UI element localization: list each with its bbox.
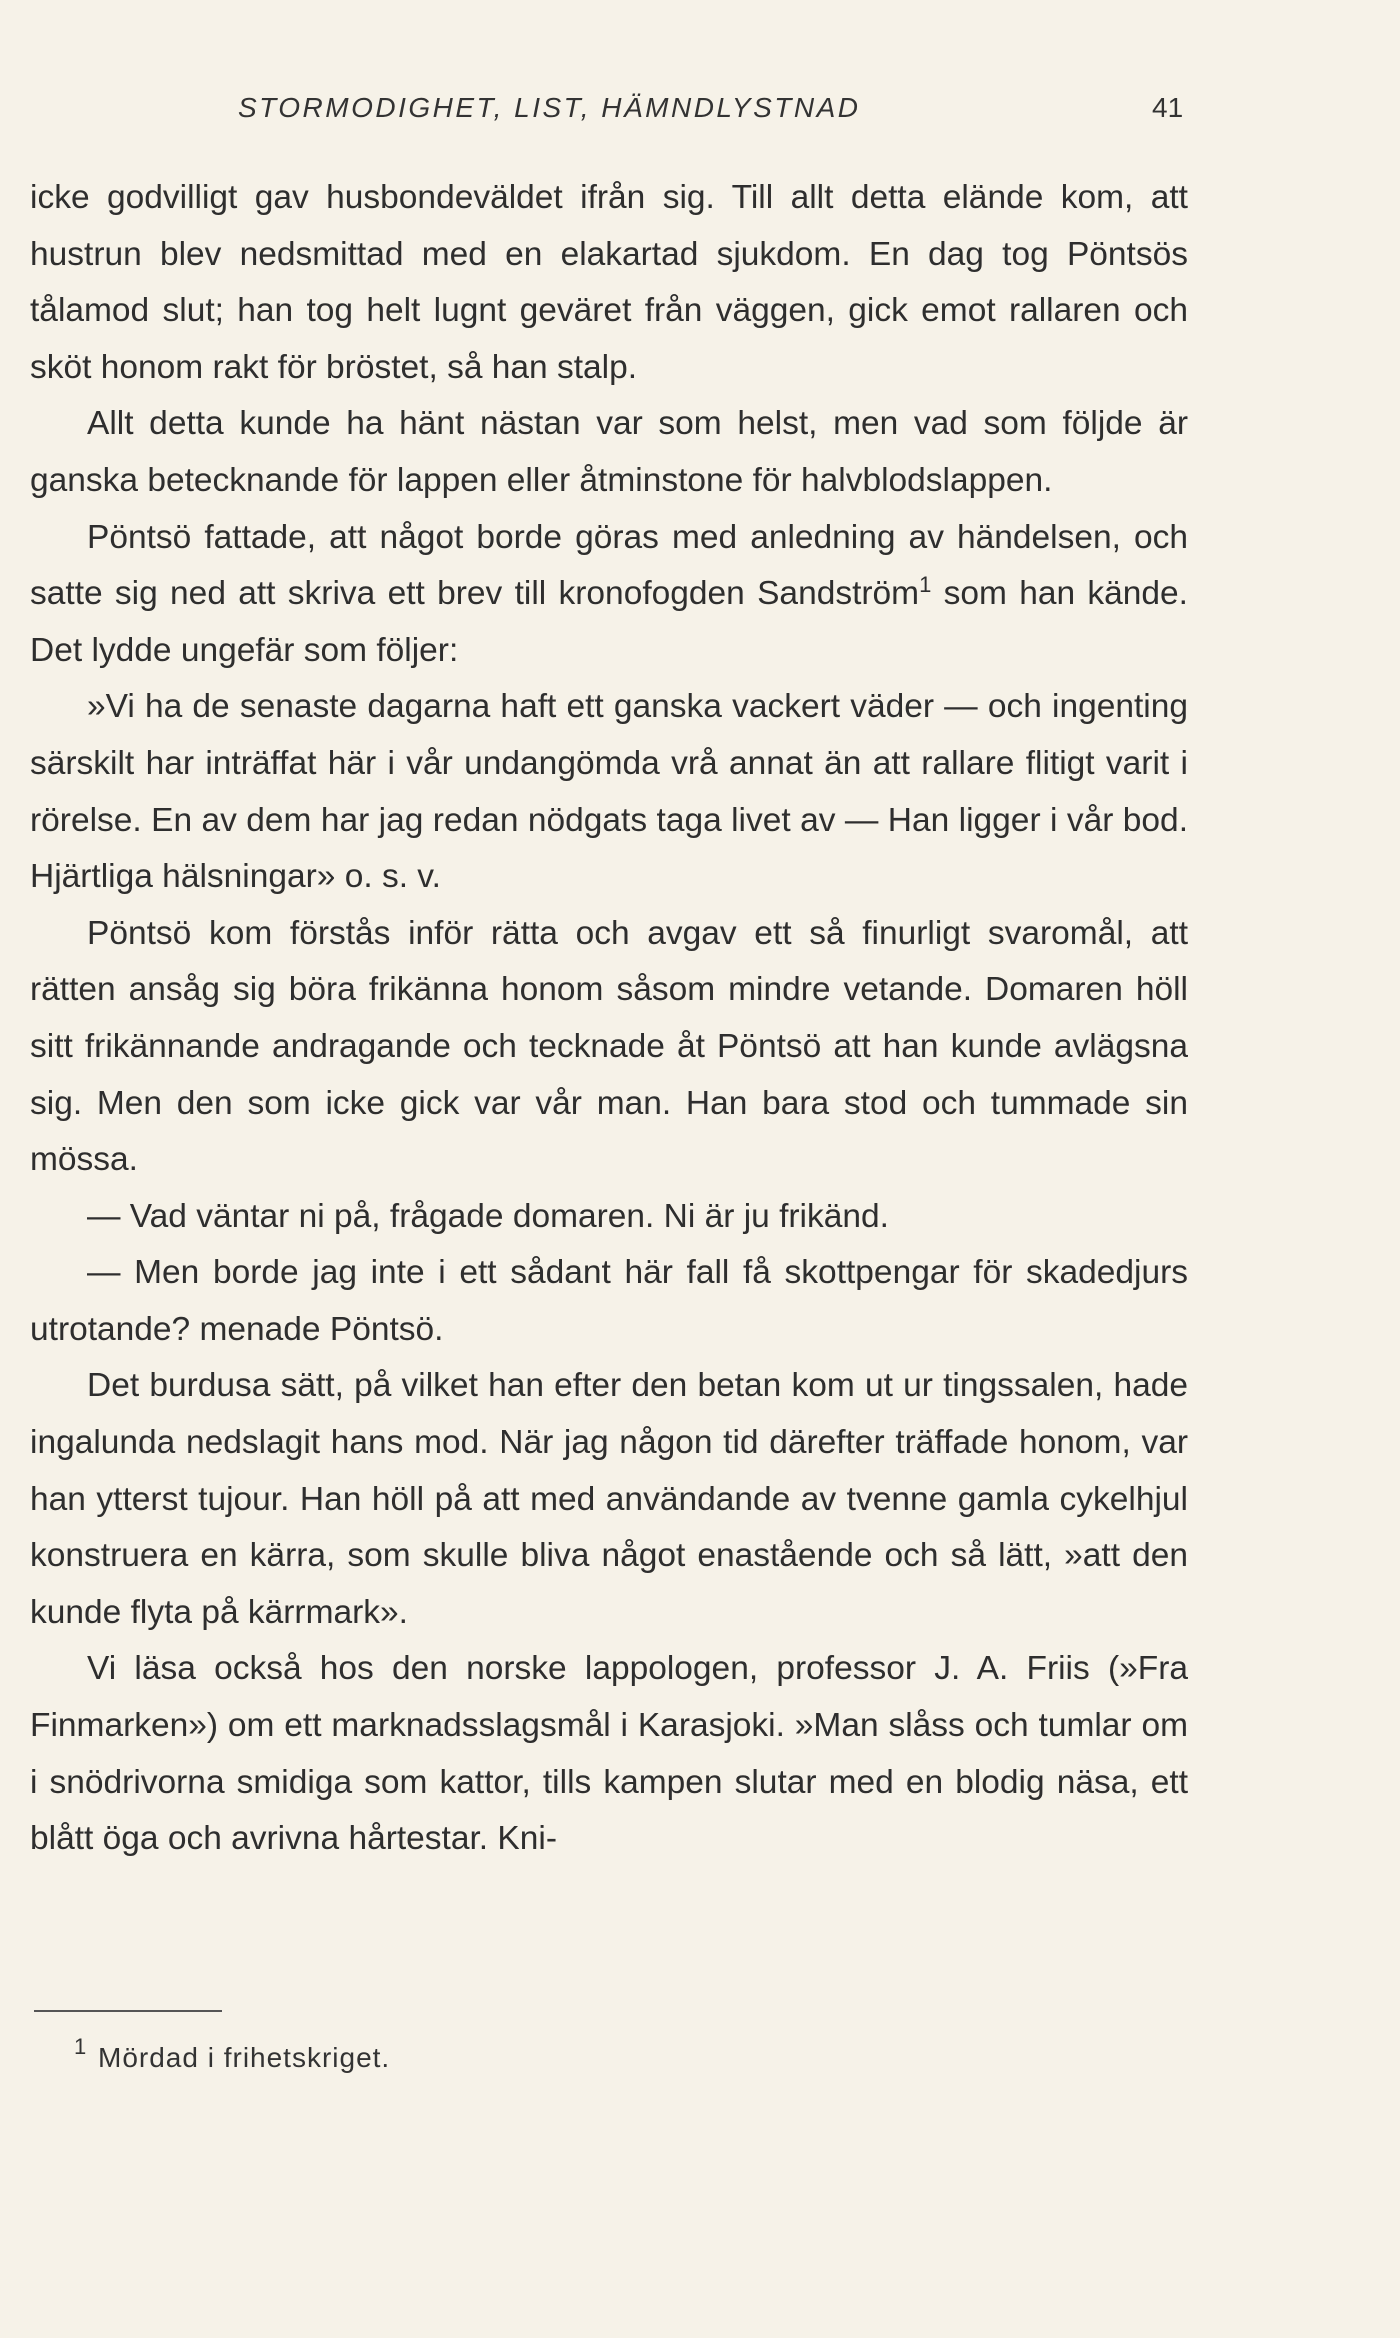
- running-title: STORMODIGHET, LIST, HÄMNDLYSTNAD: [238, 92, 861, 123]
- paragraph-text: icke godvilligt gav husbondeväldet ifrån sig. Till allt detta elände kom, att hustrun blev nedsmittad med en elakartad sjukdom. En dag tog Pöntsös tålamod slut; han tog helt lugnt geväret från väggen, gick emot rallaren och sköt honom rakt för bröstet, så han stalp.: [30, 179, 1188, 386]
- paragraph-1: [30, 170, 1188, 396]
- running-header: [0, 92, 1400, 132]
- paragraph-7: [30, 1245, 1188, 1358]
- footnote: [74, 2034, 391, 2074]
- paragraph-5: [30, 906, 1188, 1189]
- paragraph-text: »Vi ha de senaste dagarna haft ett ganska vackert väder — och ingenting särskilt har inträffat här i vår undangömda vrå annat än att rallare flitigt varit i rörelse. En av dem har jag redan nödgats taga livet av — Han ligger i vår bod. Hjärtliga hälsningar» o. s. v.: [30, 688, 1188, 896]
- paragraph-4: [30, 679, 1188, 905]
- page-number: 41: [1152, 92, 1184, 123]
- footnote-divider: [34, 2010, 222, 2012]
- paragraph-2: [30, 396, 1188, 509]
- paragraph-text: — Men borde jag inte i ett sådant här fall få skottpengar för skadedjurs utrotande? menade Pöntsö.: [30, 1254, 1188, 1348]
- footnote-reference[interactable]: 1: [919, 572, 932, 597]
- footnote-marker: 1: [74, 2034, 88, 2059]
- paragraph-text: Det burdusa sätt, på vilket han efter den betan kom ut ur tingssalen, hade ingalunda nedslagit hans mod. När jag någon tid därefter träffade honom, var han ytterst tujour. Han höll på att med användande av tvenne gamla cykelhjul konstruera en kärra, som skulle bliva något enastående och så lätt, »att den kunde flyta på kärrmark».: [30, 1367, 1188, 1631]
- paragraph-text-continued: som han kände. Det lydde ungefär som följer:: [30, 575, 1188, 669]
- body-text: [30, 170, 1188, 1868]
- footnote-text: Mördad i frihetskriget.: [98, 2042, 391, 2073]
- paragraph-6: [30, 1189, 1188, 1246]
- paragraph-9: [30, 1641, 1188, 1867]
- paragraph-3: [30, 510, 1188, 680]
- paragraph-text: Allt detta kunde ha hänt nästan var som helst, men vad som följde är ganska betecknande för lappen eller åtminstone för halvblodslappen.: [30, 405, 1188, 499]
- paragraph-8: [30, 1358, 1188, 1641]
- paragraph-text: — Vad väntar ni på, frågade domaren. Ni är ju frikänd.: [87, 1197, 889, 1235]
- paragraph-text: Pöntsö kom förstås inför rätta och avgav ett så finurligt svaromål, att rätten ansåg sig böra frikänna honom såsom mindre vetande. Domaren höll sitt frikännande andragande och tecknade åt Pöntsö att han kunde avlägsna sig. Men den som icke gick var vår man. Han bara stod och tummade sin mössa.: [30, 914, 1188, 1179]
- paragraph-text: Vi läsa också hos den norske lappologen, professor J. A. Friis (»Fra Finmarken») om ett marknadsslagsmål i Karasjoki. »Man slåss och tumlar om i snödrivorna smidiga som kattor, tills kampen slutar med en blodig näsa, ett blått öga och avrivna hårtestar. Kni-: [30, 1650, 1188, 1858]
- paragraph-text: Pöntsö fattade, att något borde göras med anledning av händelsen, och satte sig ned att skriva ett brev till kronofogden Sandström: [30, 518, 1188, 613]
